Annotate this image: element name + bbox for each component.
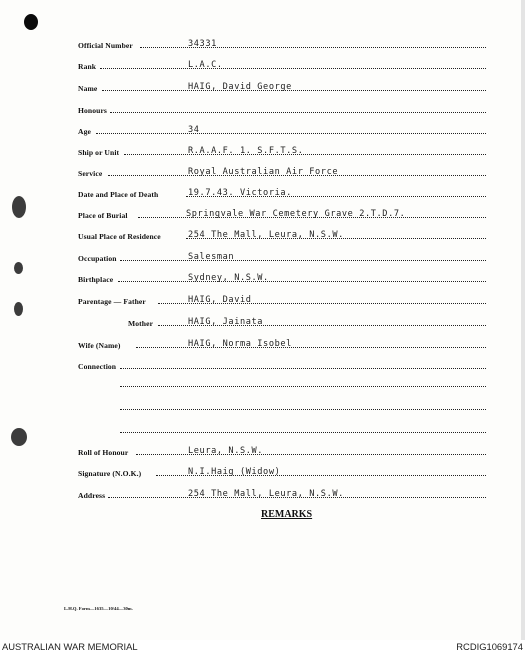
edge-smudge <box>14 262 23 274</box>
field-value: 34 <box>188 125 200 135</box>
field-label: Place of Burial <box>78 211 128 220</box>
field-value: HAIG, David <box>188 295 252 305</box>
punch-hole <box>24 14 38 30</box>
archive-footer <box>0 640 525 654</box>
field-value: HAIG, David George <box>188 82 292 92</box>
field-rank <box>78 57 486 71</box>
field-label: Birthplace <box>78 275 114 284</box>
field-value: Royal Australian Air Force <box>188 167 339 177</box>
field-value: 34331 <box>188 39 217 49</box>
field-value: Salesman <box>188 252 235 262</box>
page-edge-shadow <box>521 0 525 640</box>
field-value: HAIG, Norma Isobel <box>188 339 292 349</box>
connection-extra-line <box>120 408 486 410</box>
field-label: Usual Place of Residence <box>78 232 161 241</box>
field-parentage-father <box>78 292 486 306</box>
field-signature-nok <box>78 464 486 478</box>
form-print-code: L.H.Q. Form—1635—10/44—30m. <box>64 606 133 611</box>
dotted-line <box>118 280 486 282</box>
dotted-line <box>120 367 486 369</box>
edge-smudge <box>14 302 23 316</box>
field-age <box>78 122 486 136</box>
field-honours <box>78 101 486 115</box>
field-value: 254 The Mall, Leura, N.S.W. <box>188 489 344 499</box>
dotted-line <box>120 259 486 261</box>
dotted-line <box>110 111 486 113</box>
field-label: Signature (N.O.K.) <box>78 469 142 478</box>
dotted-line <box>96 132 486 134</box>
field-usual-place-of-residence <box>78 227 486 241</box>
field-value: 254 The Mall, Leura, N.S.W. <box>188 230 344 240</box>
field-date-and-place-of-death <box>78 185 486 199</box>
field-label: Parentage — Father <box>78 297 146 306</box>
field-label: Service <box>78 169 103 178</box>
field-value: HAIG, Jainata <box>188 317 264 327</box>
field-address <box>78 486 486 500</box>
field-place-of-burial <box>78 206 486 220</box>
field-label: Ship or Unit <box>78 148 120 157</box>
field-label: Age <box>78 127 91 136</box>
field-service <box>78 164 486 178</box>
field-value: 19.7.43. Victoria. <box>188 188 292 198</box>
field-wife-name <box>78 336 486 350</box>
field-value: R.A.A.F. 1. S.F.T.S. <box>188 146 304 156</box>
edge-smudge <box>12 196 26 218</box>
field-label: Date and Place of Death <box>78 190 159 199</box>
field-label: Rank <box>78 62 97 71</box>
dotted-line <box>100 67 486 69</box>
connection-extra-line <box>120 431 486 433</box>
field-label: Official Number <box>78 41 133 50</box>
field-value: Springvale War Cemetery Grave 2.T.D.7. <box>186 209 406 219</box>
field-label: Wife (Name) <box>78 341 121 350</box>
field-roll-of-honour <box>78 443 486 457</box>
remarks-heading: REMARKS <box>261 509 313 520</box>
footer-record-id: RCDIG1069174 <box>456 641 523 652</box>
field-label: Mother <box>128 319 154 328</box>
field-label: Connection <box>78 362 117 371</box>
field-label: Address <box>78 491 106 500</box>
field-occupation <box>78 249 486 263</box>
dotted-line <box>102 89 486 91</box>
field-connection <box>78 357 486 371</box>
field-name <box>78 79 486 93</box>
edge-smudge <box>11 428 27 446</box>
field-official-number <box>78 36 486 50</box>
field-label: Honours <box>78 106 107 115</box>
field-mother <box>78 314 486 328</box>
field-value: Leura, N.S.W. <box>188 446 264 456</box>
field-label: Roll of Honour <box>78 448 129 457</box>
footer-institution: AUSTRALIAN WAR MEMORIAL <box>2 641 138 652</box>
field-birthplace <box>78 270 486 284</box>
field-value: L.A.C. <box>188 60 223 70</box>
dotted-line <box>124 153 486 155</box>
field-value: N.I.Haig (Widow) <box>188 467 281 477</box>
connection-extra-line <box>120 385 486 387</box>
field-label: Name <box>78 84 98 93</box>
field-label: Occupation <box>78 254 117 263</box>
field-ship-or-unit <box>78 143 486 157</box>
field-value: Sydney, N.S.W. <box>188 273 269 283</box>
